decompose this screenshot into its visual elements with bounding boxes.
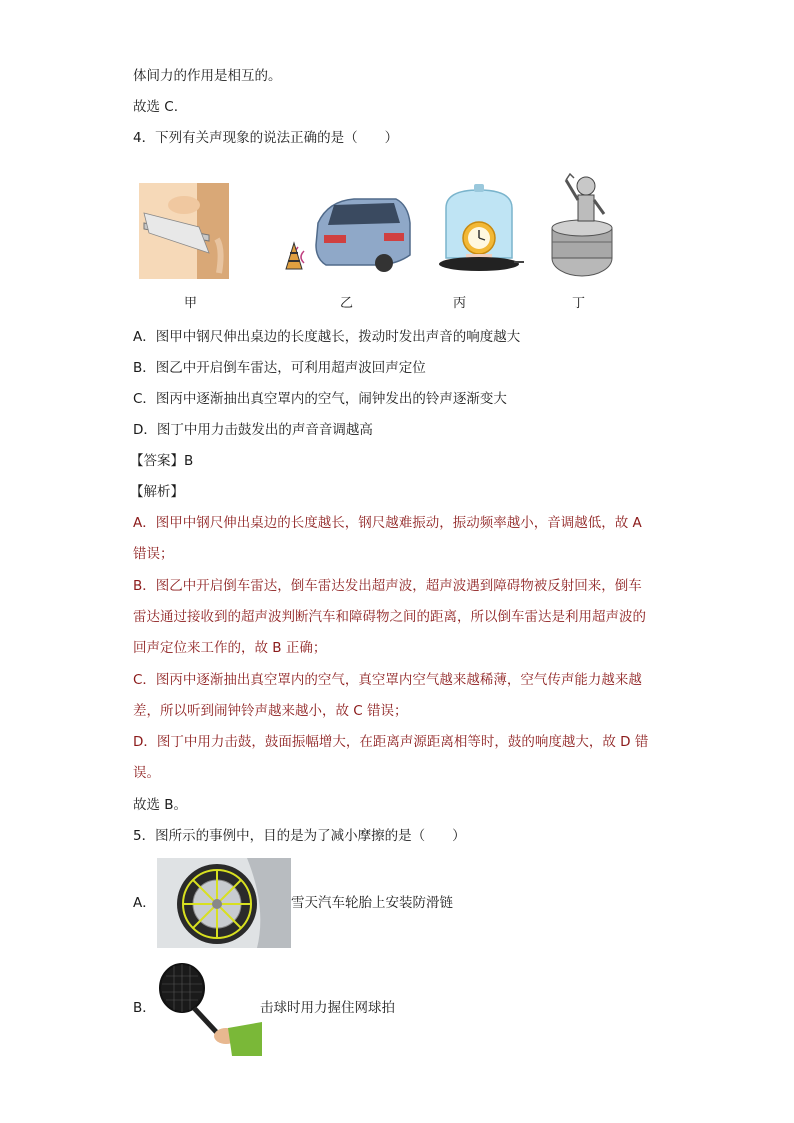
figure-tire-chain [157, 858, 291, 948]
caption-bing: 丙 [453, 296, 467, 311]
caption-yi: 乙 [340, 296, 354, 311]
figure-ding [548, 170, 616, 280]
option-a-label: A． [133, 895, 156, 911]
caption-ding: 丁 [572, 296, 586, 311]
option-c: C．图丙中逐渐抽出真空罩内的空气，闹钟发出的铃声逐渐变大 [133, 391, 507, 407]
explanation-line: 错误； [133, 546, 174, 562]
explanation-line: B．图乙中开启倒车雷达，倒车雷达发出超声波，超声波遇到障碍物被反射回来，倒车 [133, 578, 642, 594]
figure-yi [276, 193, 414, 278]
text-line: 体间力的作用是相互的。 [133, 68, 282, 84]
figure-bing [434, 184, 524, 278]
explanation-line: A．图甲中钢尺伸出桌边的长度越长，钢尺越难振动，振动频率越小，音调越低，故 A [133, 515, 642, 531]
explanation-line: C．图丙中逐渐抽出真空罩内的空气，真空罩内空气越来越稀薄，空气传声能力越来越 [133, 672, 642, 688]
figure-jia [139, 183, 229, 279]
option-d: D．图丁中用力击鼓发出的声音音调越高 [133, 422, 373, 438]
option-a-text: 雪天汽车轮胎上安装防滑链 [291, 895, 453, 911]
figure-tennis-racket [156, 962, 262, 1056]
explanation-line: 误。 [133, 765, 160, 781]
explanation-line: D．图丁中用力击鼓，鼓面振幅增大，在距离声源距离相等时，鼓的响度越大，故 D 错 [133, 734, 649, 750]
select-line: 故选 B。 [133, 797, 188, 813]
explanation-line: 差，所以听到闹钟铃声越来越小，故 C 错误； [133, 703, 408, 719]
option-b-label: B． [133, 1000, 156, 1016]
option-b: B．图乙中开启倒车雷达，可利用超声波回声定位 [133, 360, 426, 376]
question-4: 4．下列有关声现象的说法正确的是（ ） [133, 130, 399, 146]
option-b-text: 击球时用力握住网球拍 [260, 1000, 395, 1016]
text-line: 故选 C. [133, 99, 179, 115]
analysis-label: 【解析】 [130, 484, 184, 500]
explanation-line: 雷达通过接收到的超声波判断汽车和障碍物之间的距离，所以倒车雷达是利用超声波的 [133, 609, 646, 625]
option-a: A．图甲中钢尺伸出桌边的长度越长，拨动时发出声音的响度越大 [133, 329, 521, 345]
question-5: 5．图所示的事例中，目的是为了减小摩擦的是（ ） [133, 828, 466, 844]
answer-label: 【答案】B [130, 453, 194, 469]
explanation-line: 回声定位来工作的，故 B 正确； [133, 640, 327, 656]
caption-jia: 甲 [184, 296, 198, 311]
